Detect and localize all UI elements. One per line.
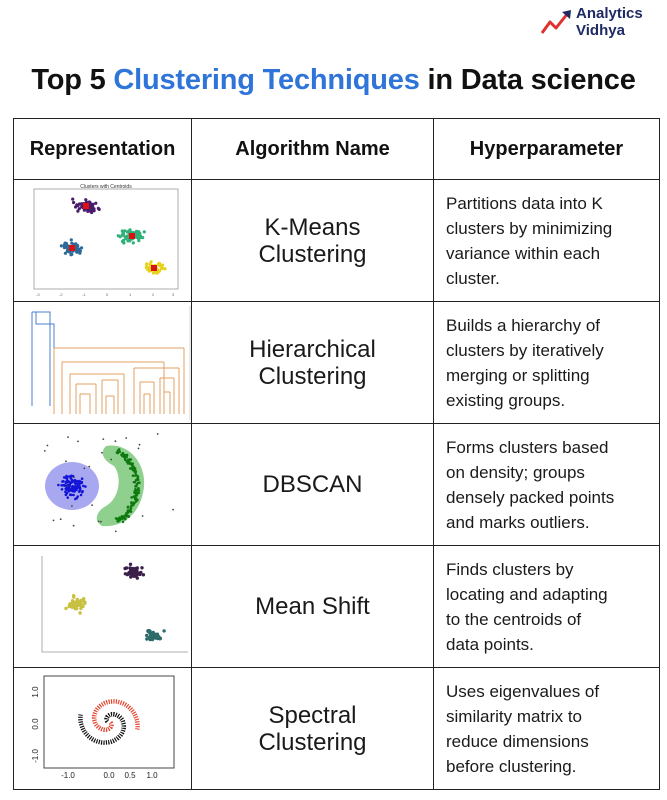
scatter-point [66, 496, 69, 499]
svg-text:-2: -2 [59, 292, 63, 297]
scatter-point [63, 476, 66, 479]
header-algorithm: Algorithm Name [192, 119, 434, 180]
scatter-point [65, 246, 68, 249]
scatter-point [74, 488, 77, 491]
svg-text:0: 0 [106, 292, 109, 297]
scatter-point [128, 228, 131, 231]
scatter-point [127, 571, 130, 574]
scatter-point [140, 566, 143, 569]
scatter-point [131, 466, 134, 469]
algorithm-name-line2: Clustering [258, 362, 367, 390]
scatter-point [139, 571, 142, 574]
scatter-point [145, 634, 148, 637]
centroid-marker [69, 245, 75, 251]
scatter-point [60, 244, 63, 247]
y-tick: 0.0 [31, 718, 40, 730]
scatter-point [136, 483, 139, 486]
scatter-point [66, 477, 69, 480]
hyperparameter-cell [434, 180, 660, 302]
scatter-point [162, 629, 165, 632]
scatter-point [129, 563, 132, 566]
table-row [14, 180, 660, 302]
desc-line: Uses eigenvalues of [446, 681, 600, 701]
kmeans-scatter-thumbnail [14, 180, 191, 301]
outlier-point [73, 476, 75, 478]
scatter-point [81, 477, 84, 480]
outlier-point [115, 440, 117, 442]
outlier-point [88, 466, 90, 468]
meanshift-thumbnail [14, 546, 191, 667]
scatter-point [131, 573, 134, 576]
scatter-point [62, 480, 65, 483]
scatter-point [135, 236, 138, 239]
outlier-point [125, 437, 127, 439]
desc-line: Finds clusters by [446, 559, 574, 579]
svg-text:-3: -3 [36, 292, 40, 297]
scatter-point [71, 198, 74, 201]
header-representation: Representation [14, 119, 192, 180]
algorithm-name-line1: Mean Shift [255, 593, 370, 620]
scatter-point [126, 515, 129, 518]
scatter-point [128, 566, 131, 569]
meanshift-points [64, 563, 166, 642]
scatter-point [78, 611, 81, 614]
kmeans-points [60, 198, 167, 275]
brand-line-2: Vidhya [576, 22, 625, 39]
scatter-point [79, 488, 82, 491]
centroid-marker [83, 203, 89, 209]
scatter-point [132, 495, 135, 498]
outlier-point [60, 518, 62, 520]
desc-line: clusters by minimizing [446, 218, 613, 238]
desc-line: cluster. [446, 268, 500, 288]
scatter-point [76, 250, 79, 253]
scatter-point [132, 568, 135, 571]
table-row [14, 546, 660, 668]
brand-line-1: Analytics [576, 5, 643, 22]
scatter-point [128, 460, 131, 463]
desc-line: reduce dimensions [446, 731, 589, 751]
table-row [14, 302, 660, 424]
scatter-point [80, 205, 83, 208]
scatter-point [81, 605, 84, 608]
scatter-point [80, 482, 83, 485]
outlier-point [110, 459, 112, 461]
scatter-point [65, 475, 68, 478]
desc-line: merging or splitting [446, 365, 590, 385]
desc-line: similarity matrix to [446, 706, 583, 726]
scatter-point [135, 493, 138, 496]
scatter-point [145, 262, 148, 265]
outlier-point [133, 481, 135, 483]
table-row [14, 668, 660, 790]
scatter-point [98, 208, 101, 211]
algorithm-name-line1: K-Means [264, 213, 361, 241]
scatter-point [163, 267, 166, 270]
scatter-point [65, 488, 68, 491]
desc-line: data points. [446, 634, 534, 654]
scatter-point [145, 637, 148, 640]
scatter-point [137, 239, 140, 242]
y-tick: -1.0 [31, 749, 40, 763]
title-prefix: Top 5 [31, 64, 114, 96]
outlier-point [67, 485, 69, 487]
algorithm-name-line2: Clustering [258, 728, 367, 756]
x-tick: -1.0 [61, 771, 75, 780]
scatter-point [75, 497, 78, 500]
scatter-point [73, 604, 76, 607]
svg-text:3: 3 [172, 292, 175, 297]
scatter-point [133, 491, 136, 494]
scatter-point [134, 471, 137, 474]
outlier-point [65, 460, 67, 462]
desc-line: existing groups. [446, 390, 566, 410]
hyperparameter-cell [434, 302, 660, 424]
scatter-point [91, 208, 94, 211]
outlier-point [71, 505, 73, 507]
scatter-point [132, 474, 135, 477]
desc-line: variance within each [446, 243, 601, 263]
dendrogram-thumbnail [14, 302, 191, 423]
algorithm-name-cell [192, 180, 434, 302]
scatter-point [137, 479, 140, 482]
scatter-point [122, 239, 125, 242]
desc-line: Builds a hierarchy of [446, 315, 601, 335]
scatter-point [78, 248, 81, 251]
scatter-point [71, 480, 74, 483]
trend-arrow-icon [540, 8, 574, 38]
outlier-point [53, 520, 55, 522]
scatter-point [134, 498, 137, 501]
svg-text:2: 2 [152, 292, 155, 297]
scatter-point [119, 517, 122, 520]
y-tick: 1.0 [31, 686, 40, 698]
scatter-point [117, 234, 120, 237]
algorithm-name-line1: Spectral [268, 701, 357, 729]
outlier-point [91, 504, 93, 506]
hyperparameter-cell [434, 424, 660, 546]
scatter-point [142, 573, 145, 576]
scatter-point [125, 512, 128, 515]
scatter-point [136, 576, 139, 579]
scatter-point [72, 201, 75, 204]
scatter-point [68, 489, 71, 492]
scatter-point [81, 490, 84, 493]
scatter-point [132, 503, 135, 506]
scatter-point [134, 468, 137, 471]
scatter-point [124, 572, 127, 575]
scatter-point [84, 198, 87, 201]
scatter-point [65, 493, 68, 496]
x-tick: 1.0 [146, 771, 158, 780]
scatter-point [161, 264, 164, 267]
scatter-point [72, 494, 75, 497]
dbscan-thumbnail [14, 424, 191, 545]
representation-cell [14, 180, 192, 302]
scatter-point [138, 232, 141, 235]
scatter-point [135, 230, 138, 233]
scatter-point [68, 475, 71, 478]
scatter-point [135, 500, 138, 503]
scatter-point [157, 262, 160, 265]
analytics-vidhya-logo [540, 4, 665, 42]
scatter-point [64, 607, 67, 610]
scatter-point [68, 605, 71, 608]
outlier-point [100, 521, 102, 523]
scatter-point [125, 566, 128, 569]
scatter-point [76, 210, 79, 213]
outlier-point [83, 468, 85, 470]
scatter-point [65, 481, 68, 484]
scatter-point [135, 489, 138, 492]
algorithm-name-cell [192, 668, 434, 790]
kmeans-plot-title: Clusters with Centroids [80, 184, 132, 190]
outlier-point [157, 433, 159, 435]
spectral-spiral-thumbnail [14, 668, 191, 789]
x-tick: 0.0 [103, 771, 115, 780]
scatter-point [122, 233, 125, 236]
outlier-point [139, 444, 141, 446]
scatter-point [74, 480, 77, 483]
scatter-point [61, 488, 64, 491]
representation-cell [14, 546, 192, 668]
title-highlight: Clustering Techniques [113, 64, 420, 96]
scatter-point [124, 459, 127, 462]
page-title [0, 62, 667, 98]
x-tick: 0.5 [124, 771, 136, 780]
outlier-point [102, 438, 104, 440]
outlier-point [77, 441, 79, 443]
scatter-point [132, 241, 135, 244]
scatter-point [143, 230, 146, 233]
scatter-point [149, 632, 152, 635]
outlier-point [138, 448, 140, 450]
outlier-point [142, 515, 144, 517]
scatter-point [74, 482, 77, 485]
scatter-point [72, 594, 75, 597]
scatter-point [78, 480, 81, 483]
scatter-point [128, 458, 131, 461]
scatter-point [69, 253, 72, 256]
scatter-point [70, 475, 73, 478]
scatter-point [66, 479, 69, 482]
outlier-point [44, 450, 46, 452]
scatter-point [126, 235, 129, 238]
algorithm-name-line1: DBSCAN [262, 471, 363, 498]
scatter-point [147, 266, 150, 269]
outlier-point [172, 509, 174, 511]
scatter-point [77, 482, 80, 485]
scatter-point [134, 574, 137, 577]
scatter-point [76, 204, 79, 207]
scatter-point [130, 502, 133, 505]
outlier-point [115, 531, 117, 533]
scatter-point [141, 236, 144, 239]
scatter-point [83, 601, 86, 604]
scatter-point [80, 494, 83, 497]
scatter-point [124, 454, 127, 457]
algorithm-name-cell [192, 546, 434, 668]
algorithm-name-cell [192, 302, 434, 424]
scatter-point [128, 509, 131, 512]
scatter-point [127, 506, 130, 509]
scatter-point [91, 203, 94, 206]
representation-cell [14, 424, 192, 546]
scatter-point [138, 481, 141, 484]
scatter-point [126, 239, 129, 242]
scatter-point [70, 489, 73, 492]
scatter-point [94, 202, 97, 205]
scatter-point [124, 514, 127, 517]
hyperparameter-cell [434, 546, 660, 668]
scatter-point [69, 493, 72, 496]
algorithm-name-line1: Hierarchical [249, 335, 376, 363]
scatter-point [57, 484, 60, 487]
outlier-point [73, 525, 75, 527]
representation-cell [14, 302, 192, 424]
scatter-point [135, 474, 138, 477]
scatter-point [154, 635, 157, 638]
desc-line: clusters by iteratively [446, 340, 604, 360]
scatter-point [79, 600, 82, 603]
desc-line: on density; groups [446, 462, 585, 482]
scatter-point [84, 485, 87, 488]
algorithm-name-cell [192, 424, 434, 546]
outlier-point [98, 521, 100, 523]
centroid-marker [129, 233, 135, 239]
svg-text:1: 1 [129, 292, 132, 297]
desc-line: before clustering. [446, 756, 577, 776]
hyperparameter-cell [434, 668, 660, 790]
desc-line: locating and adapting [446, 584, 608, 604]
scatter-point [130, 506, 133, 509]
clustering-table [13, 118, 660, 790]
desc-line: densely packed points [446, 487, 615, 507]
scatter-point [117, 449, 120, 452]
scatter-point [72, 601, 75, 604]
outlier-point [67, 436, 69, 438]
scatter-point [71, 487, 74, 490]
algorithm-name-line2: Clustering [258, 240, 367, 268]
scatter-point [121, 454, 124, 457]
desc-line: and marks outliers. [446, 512, 590, 532]
desc-line: to the centroids of [446, 609, 582, 629]
header-hyperparameter: Hyperparameter [434, 119, 660, 180]
scatter-point [62, 484, 65, 487]
scatter-point [70, 238, 73, 241]
table-row [14, 424, 660, 546]
table-header-row [14, 119, 660, 180]
title-suffix: in Data science [419, 64, 636, 96]
scatter-point [123, 229, 126, 232]
outlier-point [47, 445, 49, 447]
outlier-point [101, 452, 103, 454]
scatter-point [122, 521, 125, 524]
desc-line: Partitions data into K [446, 193, 603, 213]
scatter-point [64, 252, 67, 255]
representation-cell [14, 668, 192, 790]
svg-text:-1: -1 [82, 292, 86, 297]
desc-line: Forms clusters based [446, 437, 609, 457]
centroid-marker [151, 265, 157, 271]
